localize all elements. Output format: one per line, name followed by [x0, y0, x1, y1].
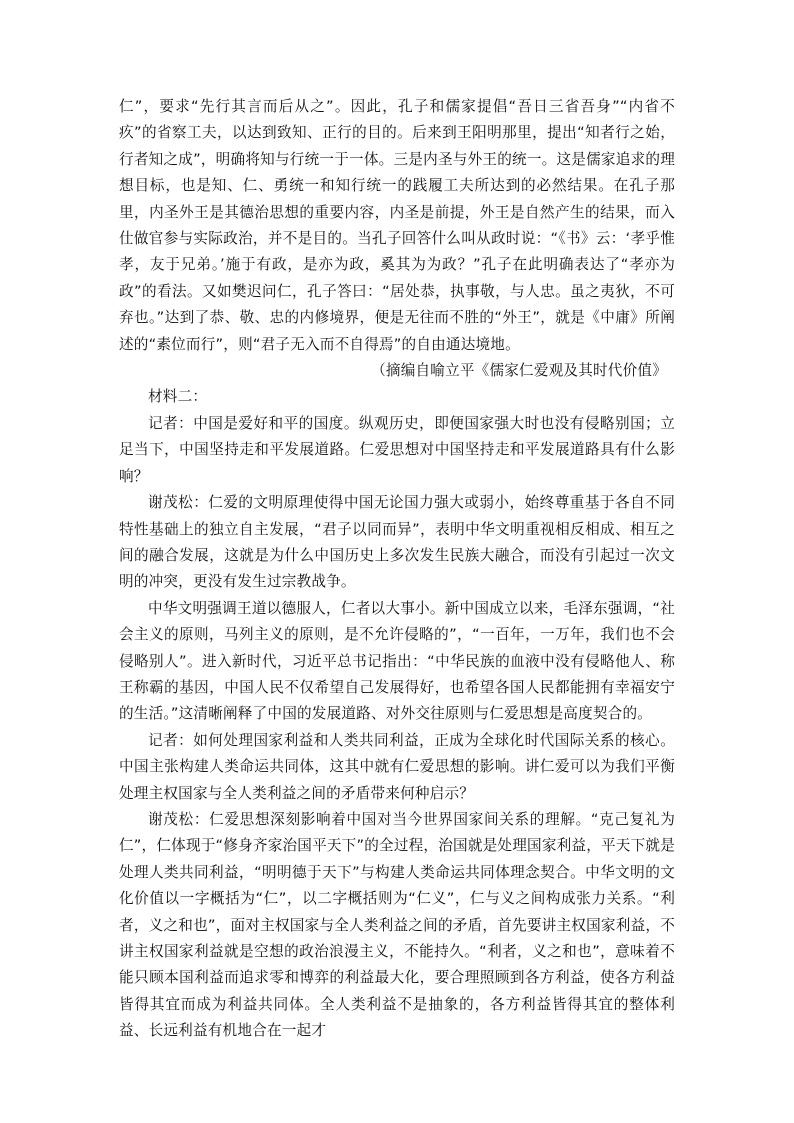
reporter-question-2: 记者：如何处理国家利益和人类共同利益，正成为全球化时代国际关系的核心。中国主张构建人类命运共同体，这其中就有仁爱思想的影响。讲仁爱可以为我们平衡处理主权国家与全人类利益之间的矛盾带来何种启示？: [119, 731, 675, 802]
reporter-question-1: 记者：中国是爱好和平的国度。纵观历史，即便国家强大时也没有侵略别国；立足当下，中国坚持走和平发展道路。仁爱思想对中国坚持走和平发展道路具有什么影响？: [119, 414, 675, 485]
answer-paragraph-1: 谢茂松：仁爱的文明原理使得中国无论国力强大或弱小，始终尊重基于各自不同特性基础上的独立自主发展，“君子以同而异”，表明中华文明重视相反相成、相互之间的融合发展，这就是为什么中国历史上多次发生民族大融合，而没有引起过一次文明的冲突，更没有发生过宗教战争。: [119, 494, 675, 591]
section-heading-material-2: 材料二：: [148, 388, 208, 406]
source-citation: （摘编自喻立平《儒家仁爱观及其时代价值》: [371, 362, 667, 380]
answer-paragraph-2: 中华文明强调王道以德服人，仁者以大事小。新中国成立以来，毛泽东强调，“社会主义的原则，马列主义的原则，是不允许侵略的”，“一百年，一万年，我们也不会侵略别人”。进入新时代，习近平总书记指出：“中华民族的血液中没有侵略他人、称王称霸的基因，中国人民不仅希望自己发展得好，也希望各国人民都能拥有幸福安宁的生活。”这清晰阐释了中国的发展道路、对外交往原则与仁爱思想是高度契合的。: [119, 599, 675, 723]
document-page: [119, 94, 675, 1045]
body-paragraph-1: 仁”，要求“先行其言而后从之”。因此，孔子和儒家提倡“吾日三省吾身”“内省不疚”的省察工夫，以达到致知、正行的目的。后来到王阳明那里，提出“知者行之始，行者知之成”，明确将知与行统一于一体。三是内圣与外王的统一。这是儒家追求的理想目标，也是知、仁、勇统一和知行统一的践履工夫所达到的必然结果。在孔子那里，内圣外王是其德治思想的重要内容，内圣是前提，外王是自然产生的结果，而入仕做官参与实际政治，并不是目的。当孔子回答什么叫从政时说：“《书》云：‘孝乎惟孝，友于兄弟。’施于有政，是亦为政，奚其为为政？”孔子在此明确表达了“孝亦为政”的看法。又如樊迟问仁，孔子答曰：“居处恭，执事敬，与人忠。虽之夷狄，不可弃也。”达到了恭、敬、忠的内修境界，便是无往而不胜的“外王”，就是《中庸》所阐述的“素位而行”，则“君子无入而不自得焉”的自由通达境地。: [119, 98, 675, 353]
answer-paragraph-3: 谢茂松：仁爱思想深刻影响着中国对当今世界国家间关系的理解。“克己复礼为仁”，仁体现于“修身齐家治国平天下”的全过程，治国就是处理国家利益，平天下就是处理人类共同利益，“明明德于天下”与构建人类命运共同体理念契合。中华文明的文化价值以一字概括为“仁”，以二字概括则为“仁义”，仁与义之间构成张力关系。“利者，义之和也”，面对主权国家与全人类利益之间的矛盾，首先要讲主权国家利益，不讲主权国家利益就是空想的政治浪漫主义，不能持久。“利者，义之和也”，意味着不能只顾本国利益而追求零和博弈的利益最大化，要合理照顾到各方利益，使各方利益皆得其宜而成为利益共同体。全人类利益不是抽象的，各方利益皆得其宜的整体利益、长远利益有机地合在一起才: [119, 810, 675, 1040]
